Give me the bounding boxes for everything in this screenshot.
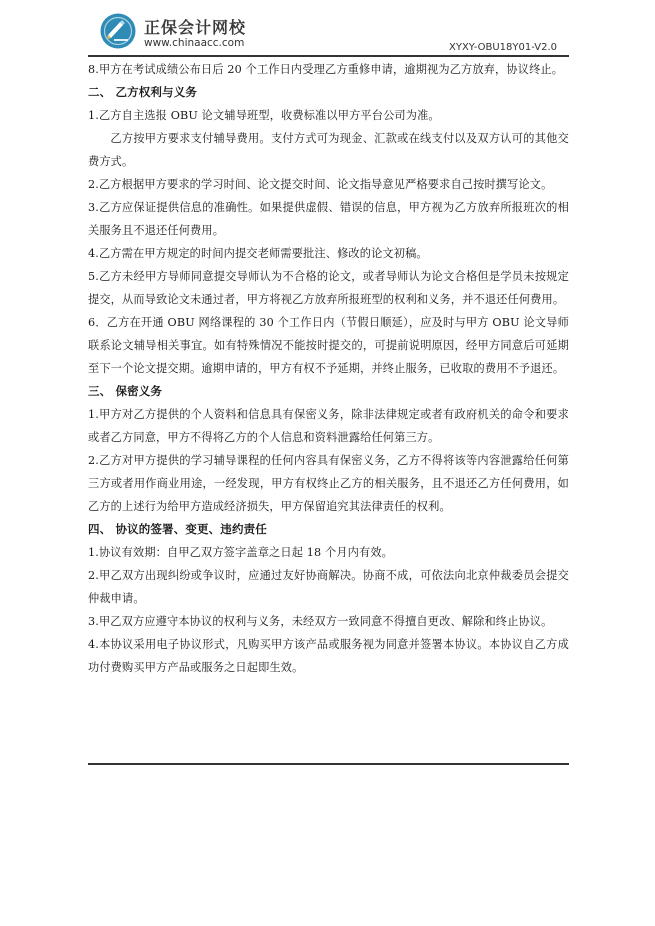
clause-paragraph: 2.乙方根据甲方要求的学习时间、论文提交时间、论文指导意见严格要求自己按时撰写论文。 <box>88 178 553 191</box>
document-code: XYXY-OBU18Y01-V2.0 <box>449 42 557 53</box>
clause-paragraph: 1.甲方对乙方提供的个人资料和信息具有保密义务，除非法律规定或者有政府机关的命令和要求或者乙方同意，甲方不得将乙方的个人信息和资料泄露给任何第三方。 <box>88 408 569 444</box>
section-heading: 四、 协议的签署、变更、违约责任 <box>88 522 267 536</box>
clause-paragraph: 3.乙方应保证提供信息的准确性。如果提供虚假、错误的信息，甲方视为乙方放弃所报班次的相关服务且不退还任何费用。 <box>88 201 569 237</box>
brand-name: 正保会计网校 <box>144 18 247 37</box>
agreement-body <box>88 58 569 679</box>
clause-paragraph: 3.甲乙双方应遵守本协议的权利与义务，未经双方一致同意不得擅自更改、解除和终止协议。 <box>88 615 553 628</box>
clause-paragraph: 乙方按甲方要求支付辅导费用。支付方式可为现金、汇款或在线支付以及双方认可的其他交费方式。 <box>88 132 569 168</box>
clause-paragraph: 2.乙方对甲方提供的学习辅导课程的任何内容具有保密义务，乙方不得将该等内容泄露给任何第三方或者用作商业用途，一经发现，甲方有权终止乙方的相关服务，且不退还乙方任何费用，如乙方的上述行为给甲方造成经济损失，甲方保留追究其法律责任的权利。 <box>88 454 569 513</box>
clause-paragraph: 8.甲方在考试成绩公布日后 20 个工作日内受理乙方重修申请，逾期视为乙方放弃，协议终止。 <box>88 63 564 76</box>
clause-paragraph: 6．乙方在开通 OBU 网络课程的 30 个工作日内（节假日顺延），应及时与甲方 OBU 论文导师联系论文辅导相关事宜。如有特殊情况不能按时提交的，可提前说明原因，经甲方同意后可延期至下一个论文提交期。逾期申请的，甲方有权不予延期，并终止服务，已收取的费用不予退还。 <box>88 316 569 375</box>
header-divider <box>88 55 569 57</box>
clause-paragraph: 2.甲乙双方出现纠纷或争议时，应通过友好协商解决。协商不成，可依法向北京仲裁委员会提交仲裁申请。 <box>88 569 569 605</box>
clause-paragraph: 1.协议有效期：自甲乙双方签字盖章之日起 18 个月内有效。 <box>88 546 394 559</box>
clause-paragraph: 5.乙方未经甲方导师同意提交导师认为不合格的论文，或者导师认为论文合格但是学员未按规定提交，从而导致论文未通过者，甲方将视乙方放弃所报班型的权利和义务，并不退还任何费用。 <box>88 270 569 306</box>
page-header <box>0 0 655 58</box>
clause-paragraph: 4.乙方需在甲方规定的时间内提交老师需要批注、修改的论文初稿。 <box>88 247 428 260</box>
footer-divider <box>88 763 569 765</box>
section-heading: 二、 乙方权利与义务 <box>88 85 198 99</box>
section-heading: 三、 保密义务 <box>88 384 163 398</box>
clause-paragraph: 1.乙方自主选报 OBU 论文辅导班型，收费标准以甲方平台公司为准。 <box>88 109 440 122</box>
school-logo-icon <box>100 13 136 49</box>
clause-paragraph: 4.本协议采用电子协议形式，凡购买甲方该产品或服务视为同意并签署本协议。本协议自乙方成功付费购买甲方产品或服务之日起即生效。 <box>88 638 569 674</box>
brand-url[interactable]: www.chinaacc.com <box>144 37 245 49</box>
